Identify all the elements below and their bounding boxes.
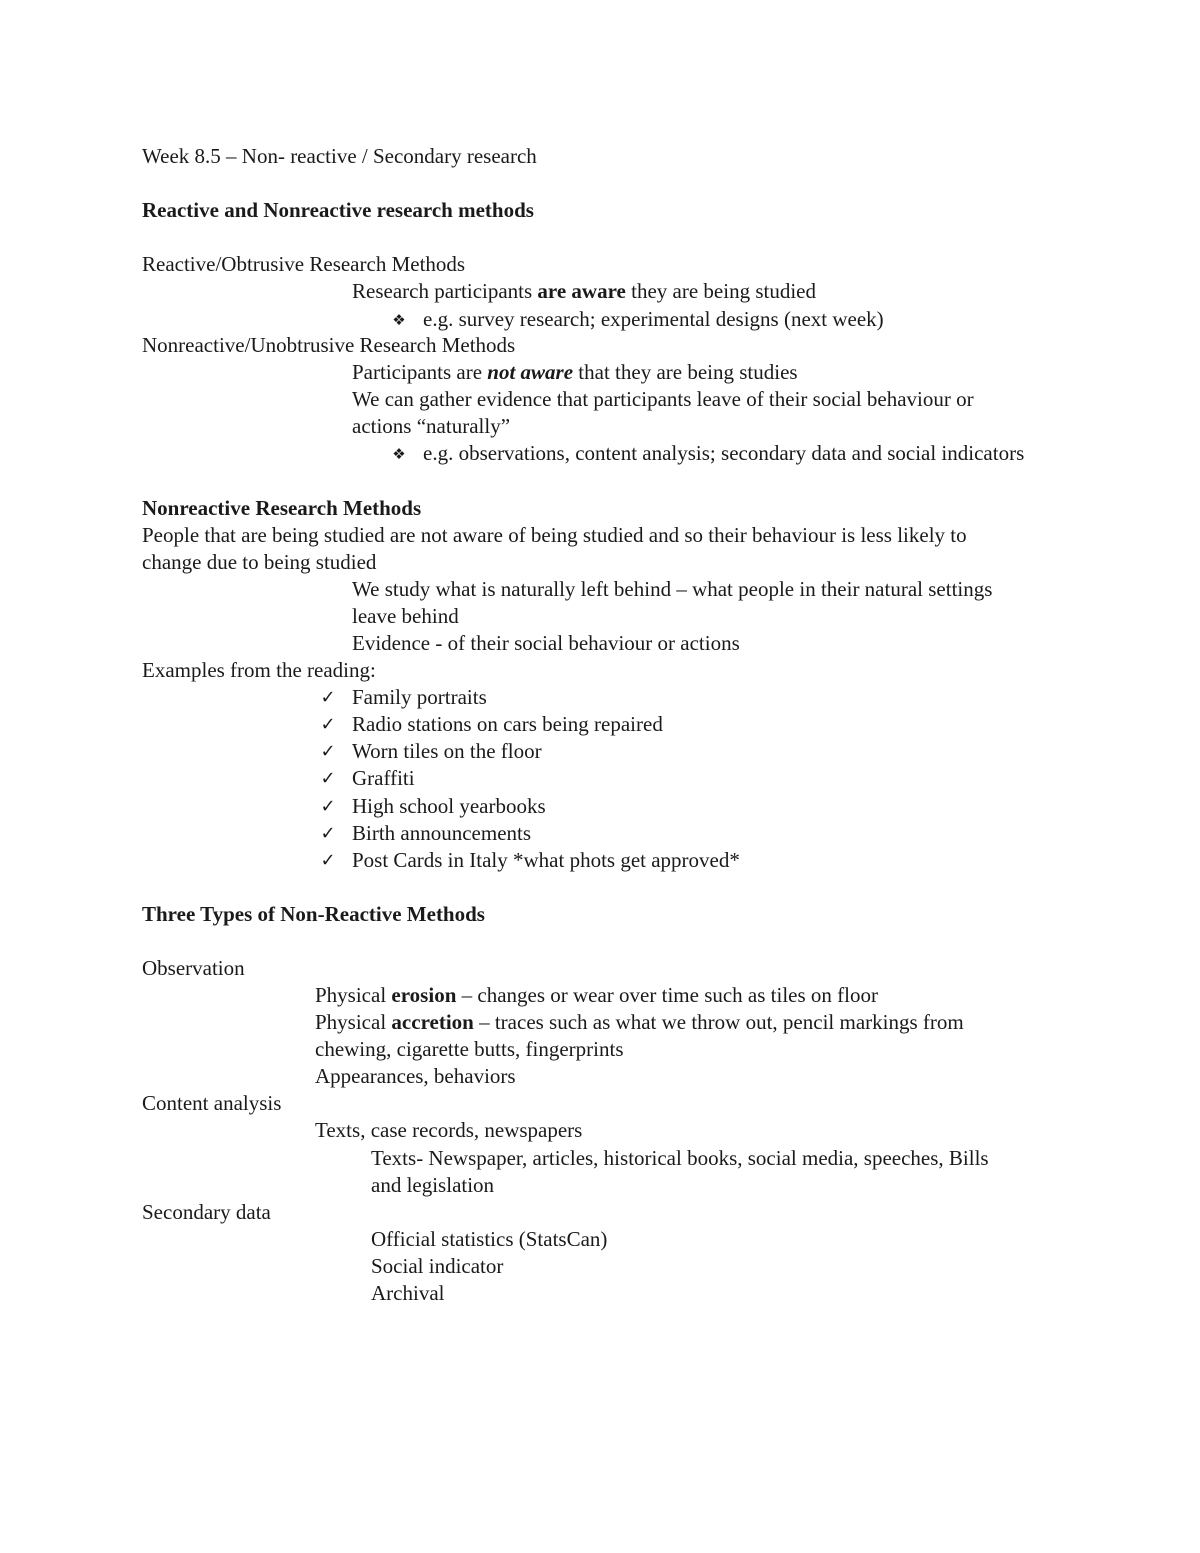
nonreactive-label: Nonreactive/Unobtrusive Research Methods (142, 333, 516, 357)
list-item: Social indicator (371, 1254, 504, 1278)
list-item: Archival (371, 1281, 445, 1305)
secondary-data-label: Secondary data (142, 1200, 271, 1224)
section-heading-nonreactive: Nonreactive Research Methods (142, 496, 422, 520)
list-item-continuation: and legislation (371, 1173, 495, 1197)
check-icon: ✓ (320, 796, 336, 817)
list-item: We can gather evidence that participants leave of their social behaviour or (352, 387, 974, 411)
checklist-item: ✓ Radio stations on cars being repaired (352, 711, 663, 738)
reactive-label: Reactive/Obtrusive Research Methods (142, 252, 466, 276)
checklist-item: ✓ Family portraits (352, 684, 487, 711)
content-analysis-label: Content analysis (142, 1091, 282, 1115)
list-item: Official statistics (StatsCan) (371, 1227, 608, 1251)
checklist-item: ✓ Worn tiles on the floor (352, 738, 542, 765)
list-item: Physical erosion – changes or wear over time such as tiles on floor (315, 983, 878, 1007)
list-item-continuation: actions “naturally” (352, 414, 511, 438)
paragraph-line: change due to being studied (142, 550, 377, 574)
list-item: Evidence - of their social behaviour or actions (352, 631, 740, 655)
observation-label: Observation (142, 956, 245, 980)
list-item-continuation: leave behind (352, 604, 459, 628)
checklist-item: ✓ Birth announcements (352, 820, 531, 847)
diamond-bullet-icon: ❖ (392, 311, 406, 329)
checklist-item: ✓ High school yearbooks (352, 793, 546, 820)
checklist-item: ✓ Post Cards in Italy *what phots get approved* (352, 847, 740, 874)
list-item: ❖ e.g. observations, content analysis; secondary data and social indicators (423, 440, 1024, 467)
diamond-bullet-icon: ❖ (392, 445, 406, 463)
list-item: We study what is naturally left behind – what people in their natural settings (352, 577, 993, 601)
section-heading-reactive: Reactive and Nonreactive research methods (142, 198, 534, 222)
section-heading-three-types: Three Types of Non-Reactive Methods (142, 902, 485, 926)
list-item: Texts, case records, newspapers (315, 1118, 583, 1142)
list-item: Physical accretion – traces such as what we throw out, pencil markings from (315, 1010, 964, 1034)
check-icon: ✓ (320, 741, 336, 762)
check-icon: ✓ (320, 714, 336, 735)
list-item-continuation: chewing, cigarette butts, fingerprints (315, 1037, 624, 1061)
checklist-item: ✓ Graffiti (352, 765, 415, 792)
list-item: Appearances, behaviors (315, 1064, 516, 1088)
list-item: Texts- Newspaper, articles, historical books, social media, speeches, Bills (371, 1146, 989, 1170)
examples-label: Examples from the reading: (142, 658, 376, 682)
check-icon: ✓ (320, 850, 336, 871)
paragraph-line: People that are being studied are not aware of being studied and so their behaviour is less likely to (142, 523, 967, 547)
check-icon: ✓ (320, 768, 336, 789)
list-item: Research participants are aware they are being studied (352, 279, 816, 303)
list-item: ❖ e.g. survey research; experimental designs (next week) (423, 306, 884, 333)
list-item: Participants are not aware that they are being studies (352, 360, 798, 384)
check-icon: ✓ (320, 687, 336, 708)
document-title: Week 8.5 – Non- reactive / Secondary research (142, 144, 537, 168)
check-icon: ✓ (320, 823, 336, 844)
